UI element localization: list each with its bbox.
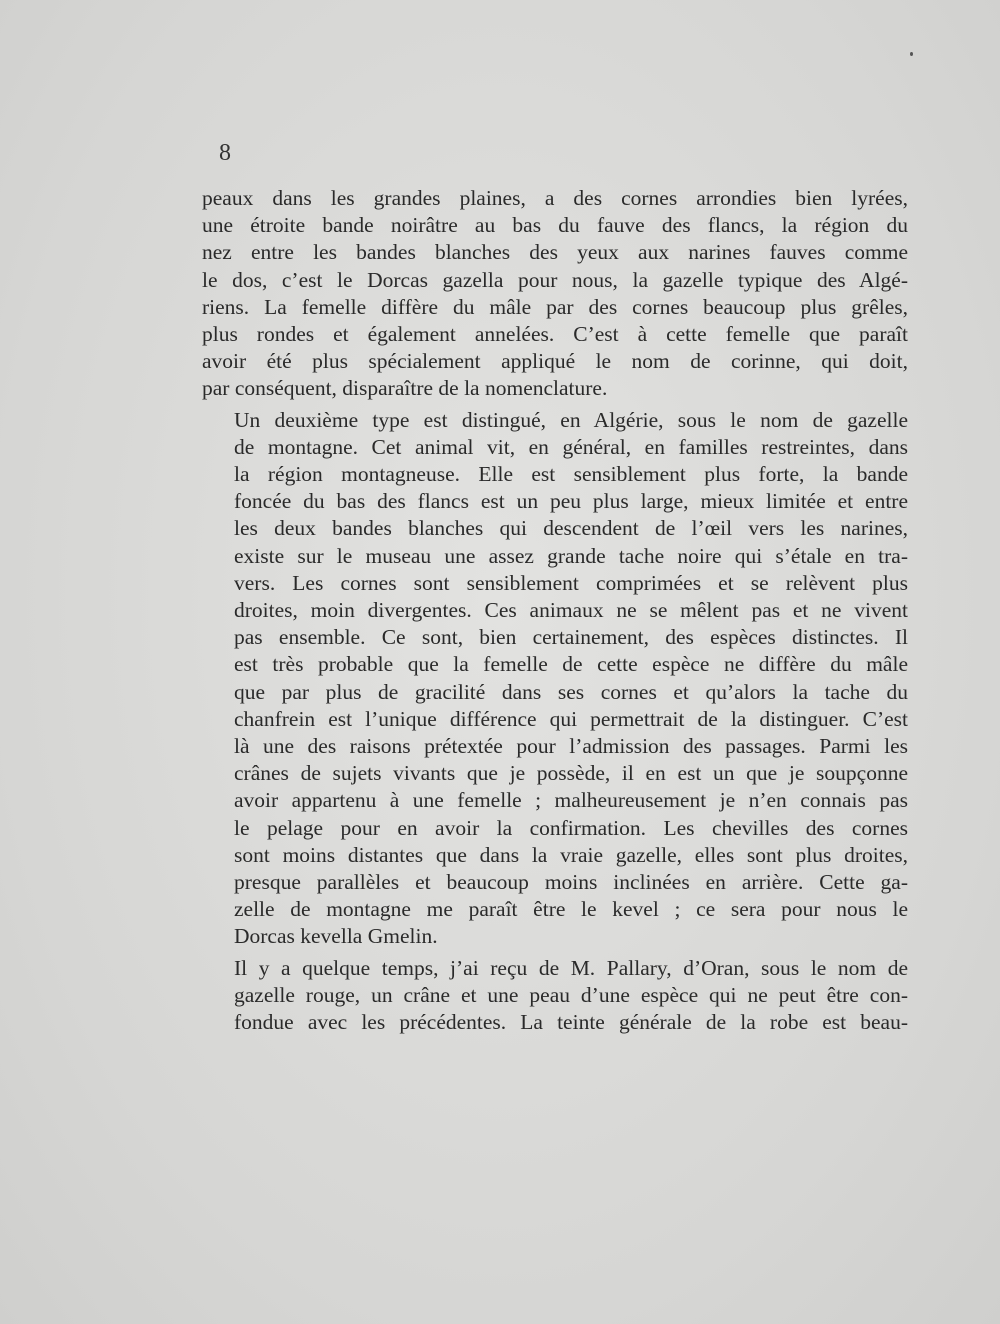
text-line: crânes de sujets vivants que je possède, il en est un que je soupçonne: [234, 761, 908, 786]
text-line: la région montagneuse. Elle est sensiblement plus forte, la bande: [234, 462, 908, 487]
text-line: avoir appartenu à une femelle ; malheureusement je n’en connais pas: [234, 788, 908, 813]
text-line: plus rondes et également annelées. C’est à cette femelle que paraît: [202, 322, 908, 347]
body-text: [202, 185, 908, 1036]
text-line: sont moins distantes que dans la vraie gazelle, elles sont plus droites,: [234, 842, 908, 867]
text-line: par conséquent, disparaître de la nomenclature.: [202, 376, 608, 401]
text-line: avoir été plus spécialement appliqué le nom de corinne, qui doit,: [202, 349, 908, 374]
paragraph-1: [202, 185, 908, 403]
ink-speck: [910, 52, 913, 56]
text-line: de montagne. Cet animal vit, en général, en familles restreintes, dans: [234, 434, 908, 459]
text-line: là une des raisons prétextée pour l’admission des passages. Parmi les: [234, 734, 908, 759]
text-line: presque parallèles et beaucoup moins inclinées en arrière. Cette ga-: [234, 870, 908, 895]
text-line: peaux dans les grandes plaines, a des cornes arrondies bien lyrées,: [202, 186, 908, 210]
text-line: le pelage pour en avoir la confirmation. Les chevilles des cornes: [234, 815, 908, 840]
text-line: les deux bandes blanches qui descendent de l’œil vers les narines,: [234, 516, 908, 541]
text-line: Un deuxième type est distingué, en Algérie, sous le nom de gazelle: [234, 407, 908, 432]
text-line: riens. La femelle diffère du mâle par des cornes beaucoup plus grêles,: [202, 294, 908, 319]
text-line: est très probable que la femelle de cette espèce ne diffère du mâle: [234, 652, 908, 677]
text-line: chanfrein est l’unique différence qui permettrait de la distinguer. C’est: [234, 706, 908, 731]
text-line: le dos, c’est le Dorcas gazella pour nous, la gazelle typique des Algé-: [202, 267, 908, 292]
text-line: foncée du bas des flancs est un peu plus large, mieux limitée et entre: [234, 489, 908, 514]
page-number: 8: [219, 140, 231, 166]
text-line: Il y a quelque temps, j’ai reçu de M. Pallary, d’Oran, sous le nom de: [234, 955, 908, 980]
text-line: zelle de montagne me paraît être le kevel ; ce sera pour nous le: [234, 897, 908, 922]
text-line: droites, moin divergentes. Ces animaux ne se mêlent pas et ne vivent: [234, 598, 908, 623]
text-line: pas ensemble. Ce sont, bien certainement, des espèces distinctes. Il: [234, 625, 908, 650]
text-line: que par plus de gracilité dans ses cornes et qu’alors la tache du: [234, 679, 908, 704]
text-line: fondue avec les précédentes. La teinte générale de la robe est beau-: [234, 1010, 908, 1035]
paragraph-3: [202, 955, 908, 1037]
text-line: existe sur le museau une assez grande tache noire qui s’étale en tra-: [234, 543, 908, 568]
text-line: Dorcas kevella Gmelin.: [234, 924, 438, 949]
text-line: vers. Les cornes sont sensiblement comprimées et se relèvent plus: [234, 570, 908, 595]
paragraph-2: [202, 407, 908, 951]
text-line: une étroite bande noirâtre au bas du fauve des flancs, la région du: [202, 213, 908, 238]
text-line: nez entre les bandes blanches des yeux aux narines fauves comme: [202, 240, 908, 265]
text-line: gazelle rouge, un crâne et une peau d’une espèce qui ne peut être con-: [234, 982, 908, 1007]
